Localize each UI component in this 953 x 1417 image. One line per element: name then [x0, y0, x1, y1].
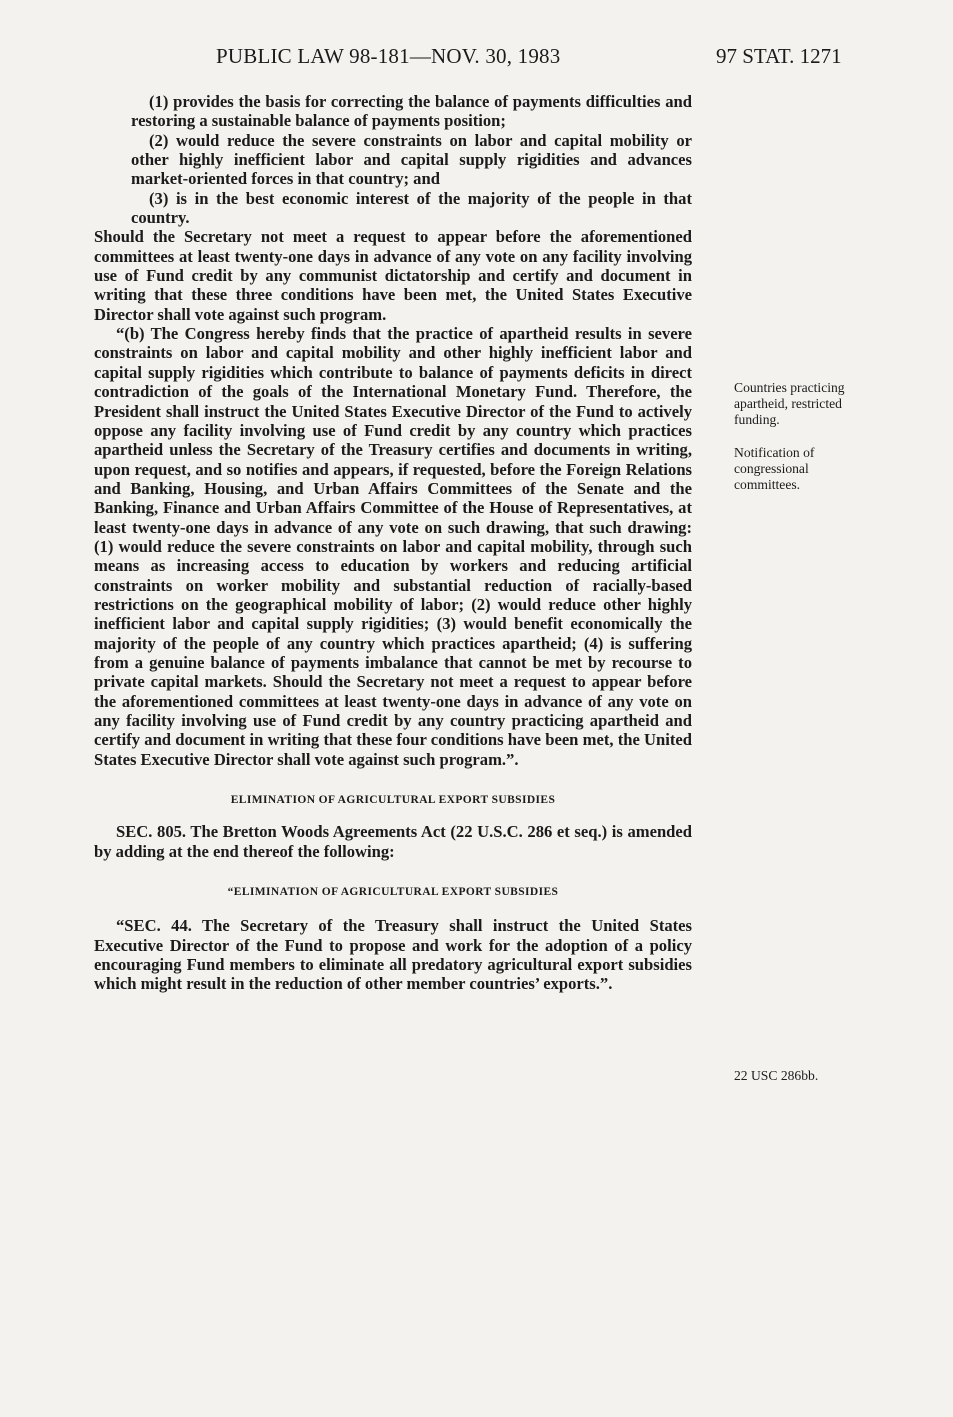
margin-note-notification: Notification of congressional committees.	[734, 445, 815, 492]
paragraph-condition-3: (3) is in the best economic interest of the majority of the people in that country.	[131, 188, 692, 228]
paragraph-sec-805: SEC. 805. The Bretton Woods Agreements Act (22 U.S.C. 286 et seq.) is amended by adding at the end thereof the following:	[94, 822, 692, 861]
paragraph-condition-2: (2) would reduce the severe constraints on labor and capital mobility or other highly inefficient labor and capital supply rigidities and advances market-oriented forces in that country; and	[131, 130, 692, 189]
body-text	[94, 92, 692, 994]
subsection-heading: “ELIMINATION OF AGRICULTURAL EXPORT SUBSIDIES	[227, 886, 559, 899]
section-heading: ELIMINATION OF AGRICULTURAL EXPORT SUBSIDIES	[230, 794, 556, 807]
paragraph-secretary-request: Should the Secretary not meet a request to appear before the aforementioned committees at least twenty-one days in advance of any vote on any facility involving use of Fund credit by any communist dictatorship and certify and document in writing that these three conditions have been met, the United States Executive Director shall vote against such program.	[94, 227, 692, 324]
page-header-title: PUBLIC LAW 98-181—NOV. 30, 1983	[216, 44, 561, 68]
page-header-stat: 97 STAT. 1271	[716, 44, 842, 68]
margin-note-apartheid: Countries practicing apartheid, restricted funding.	[734, 380, 845, 427]
paragraph-apartheid-findings: “(b) The Congress hereby finds that the practice of apartheid results in severe constraints on labor and capital mobility and other highly inefficient labor and capital supply rigidities which contribute to balance of payments deficits in direct contradiction of the goals of the International Monetary Fund. Therefore, the President shall instruct the United States Executive Director of the Fund to actively oppose any facility involving use of Fund credit by any country which practices apartheid unless the Secretary of the Treasury certifies and documents in writing, upon request, and so notifies and appears, if requested, before the Foreign Relations and Banking, Housing, and Urban Affairs Committees of the Senate and the Banking, Finance and Urban Affairs Committee of the House of Representatives, at least twenty-one days in advance of any vote on such drawing, that such drawing: (1) would reduce the severe constraints on labor and capital mobility, through such means as increasing access to education by workers and reducing artificial constraints on worker mobility and substantial reduction of racially-based restrictions on the geographical mobility of labor; (2) would reduce other highly inefficient labor and capital supply rigidities; (3) would benefit economically the majority of the people of any country which practices apartheid; (4) is suffering from a genuine balance of payments imbalance that cannot be met by recourse to private capital markets. Should the Secretary not meet a request to appear before the aforementioned committees at least twenty-one days in advance of any vote on any facility involving use of Fund credit by any country practicing apartheid and certify and document in writing that these four conditions have been met, the United States Executive Director shall vote against such program.”.	[94, 324, 692, 769]
paragraph-sec-44: “SEC. 44. The Secretary of the Treasury shall instruct the United States Executive Director of the Fund to propose and work for the adoption of a policy encouraging Fund members to eliminate all predatory agricultural export subsidies which might result in the reduction of other member countries’ exports.”.	[94, 916, 692, 994]
margin-note-usc: 22 USC 286bb.	[734, 1068, 819, 1083]
paragraph-condition-1: (1) provides the basis for correcting the balance of payments difficulties and restoring a sustainable balance of payments position;	[131, 92, 692, 131]
